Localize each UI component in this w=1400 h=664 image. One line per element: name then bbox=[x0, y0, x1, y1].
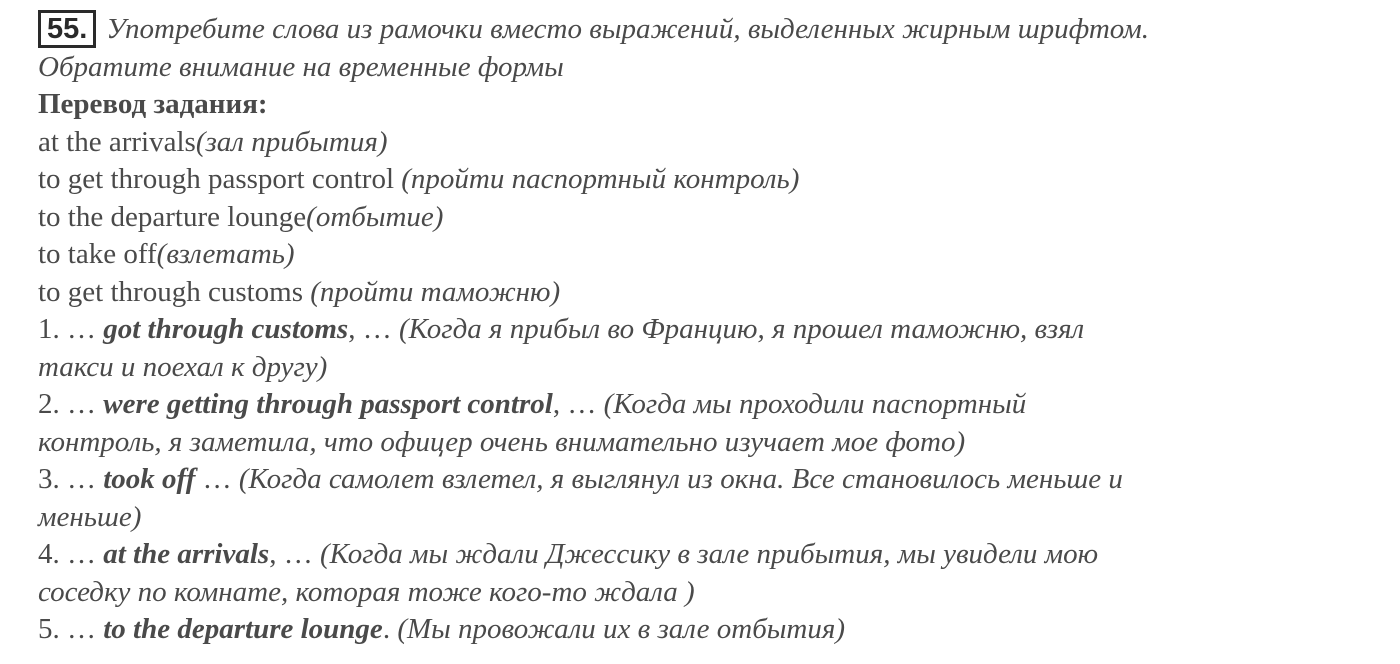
answer-suffix: , … bbox=[348, 313, 399, 345]
vocab-english: to the departure lounge bbox=[38, 200, 307, 233]
answer-russian-continuation: контроль, я заметила, что офицер очень внимательно изучает мое фото) bbox=[38, 425, 966, 458]
exercise-page bbox=[38, 10, 1378, 649]
answer-russian: (Когда мы проходили паспортный bbox=[603, 388, 1027, 420]
vocab-english: to get through customs bbox=[38, 275, 311, 308]
answer-phrase: at the arrivals bbox=[103, 538, 270, 570]
answer-suffix: … bbox=[195, 463, 239, 495]
answer-prefix: 3. … bbox=[38, 463, 104, 495]
vocab-english: at the arrivals bbox=[38, 125, 196, 158]
answer-russian-continuation: меньше) bbox=[38, 500, 142, 533]
answer-russian: (Мы провожали их в зале отбытия) bbox=[397, 613, 845, 645]
answer-prefix: 5. … bbox=[38, 613, 104, 645]
answer-prefix: 2. … bbox=[38, 388, 104, 420]
task-instruction-line-2: Обратите внимание на временные формы bbox=[38, 50, 564, 83]
answer-phrase: got through customs bbox=[103, 313, 349, 345]
task-header bbox=[38, 10, 1378, 49]
vocab-english: to get through passport control bbox=[38, 163, 402, 195]
vocab-russian: (пройти таможню) bbox=[310, 275, 561, 308]
answer-russian: (Когда самолет взлетел, я выглянул из окна. Все становилось меньше и bbox=[238, 463, 1123, 495]
answer-phrase: were getting through passport control bbox=[103, 388, 553, 420]
answer-line bbox=[38, 536, 1378, 574]
answer-russian-continuation: такси и поехал к другу) bbox=[38, 350, 328, 383]
answer-line bbox=[38, 311, 1378, 349]
task-instruction-line-1: Употребите слова из рамочки вместо выражений, выделенных жирным шрифтом. bbox=[106, 13, 1149, 45]
vocab-item bbox=[38, 199, 1378, 237]
answer-suffix: , … bbox=[552, 388, 604, 420]
answer-russian: (Когда я прибыл во Францию, я прошел таможню, взял bbox=[398, 313, 1085, 345]
answer-line bbox=[38, 461, 1378, 499]
answer-suffix: , … bbox=[269, 538, 320, 570]
vocab-russian: (взлетать) bbox=[156, 238, 295, 270]
vocab-russian: (пройти паспортный контроль) bbox=[401, 163, 800, 195]
vocab-russian: (отбытие) bbox=[306, 200, 444, 233]
translation-heading: Перевод задания: bbox=[38, 88, 268, 120]
answer-phrase: to the departure lounge bbox=[103, 613, 383, 645]
answer-suffix: . bbox=[382, 613, 398, 645]
vocab-russian: (зал прибытия) bbox=[195, 125, 388, 158]
answer-line bbox=[38, 611, 1378, 649]
vocab-item bbox=[38, 236, 1378, 274]
vocab-item bbox=[38, 161, 1378, 199]
task-number-box: 55. bbox=[38, 10, 96, 48]
vocab-item bbox=[38, 124, 1378, 162]
answer-line bbox=[38, 386, 1378, 424]
vocab-item bbox=[38, 274, 1378, 312]
answer-russian-continuation: соседку по комнате, которая тоже кого-то ждала ) bbox=[38, 575, 695, 608]
vocab-english: to take off bbox=[38, 238, 157, 270]
answer-prefix: 1. … bbox=[38, 313, 104, 345]
answer-prefix: 4. … bbox=[38, 538, 104, 570]
answer-russian: (Когда мы ждали Джессику в зале прибытия, мы увидели мою bbox=[319, 538, 1099, 570]
answer-phrase: took off bbox=[103, 463, 196, 495]
